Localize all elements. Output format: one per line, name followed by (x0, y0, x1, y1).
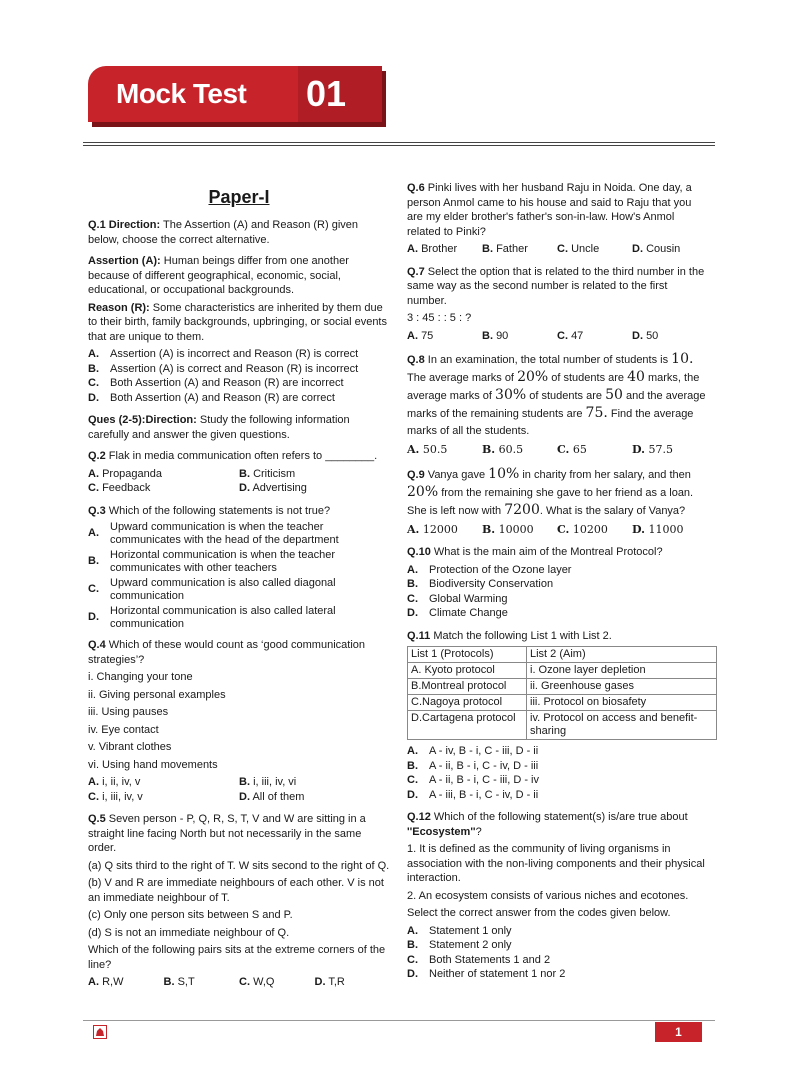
option[interactable]: D. All of them (239, 790, 305, 803)
option[interactable]: A. A - iv, B - i, C - iii, D - ii (407, 745, 539, 757)
option[interactable]: B. 90 (482, 329, 509, 342)
option[interactable]: D. Advertising (239, 482, 307, 494)
q4-item: vi. Using hand movements (88, 758, 218, 771)
banner-title: Mock Test (116, 78, 247, 109)
option[interactable]: D. A - iii, B - i, C - iv, D - ii (407, 788, 539, 801)
option[interactable]: C. Both Assertion (A) and Reason (R) are incorrect (88, 377, 344, 389)
q4-item: v. Vibrant clothes (88, 741, 172, 753)
option[interactable]: B. i, iii, iv, vi (239, 776, 297, 788)
q6-options (407, 242, 707, 257)
q5-item: (b) V and R are immediate neighbours of each other. V is not an immediate neighbour of T. (88, 877, 384, 904)
q10: Q.10 What is the main aim of the Montreal Protocol? (407, 546, 663, 558)
header-rule (83, 142, 715, 146)
q5-question: Which of the following pairs sits at the extreme corners of the line? (88, 944, 386, 971)
option[interactable]: A. R,W (88, 976, 124, 988)
option[interactable]: B. Criticism (239, 467, 296, 480)
q4-item: iv. Eye contact (88, 723, 159, 736)
option[interactable]: D. 57.5 (632, 443, 673, 456)
option[interactable]: D. Horizontal communication is also called lateral communication (88, 605, 336, 630)
option[interactable]: B. Biodiversity Conservation (407, 578, 554, 590)
option[interactable]: B. 10000 (482, 522, 534, 536)
q12-item: Select the correct answer from the codes given below. (407, 907, 671, 919)
option[interactable]: C. A - ii, B - i, C - iii, D - iv (407, 774, 539, 786)
q11: Q.11 Match the following List 1 with List 2. (407, 629, 612, 642)
option[interactable]: D. Both Assertion (A) and Reason (R) are correct (88, 391, 335, 404)
option[interactable]: D. 50 (632, 329, 659, 342)
option[interactable]: A. Brother (407, 243, 458, 255)
q7-series: 3 : 45 : : 5 : ? (407, 312, 472, 324)
q1-options (88, 347, 390, 405)
option[interactable]: A. 12000 (407, 522, 458, 536)
option[interactable]: A. i, ii, iv, v (88, 776, 141, 788)
option[interactable]: C. i, iii, iv, v (88, 790, 143, 803)
q1-reason: Reason (R): Some characteristics are inherited by them due to their birth, family backgrounds, upbringing, or social events that are unique to them. (88, 301, 387, 343)
option[interactable]: C. Global Warming (407, 592, 508, 605)
q2-options (88, 467, 390, 496)
q4-item: i. Changing your tone (88, 671, 193, 683)
option[interactable]: C. Feedback (88, 482, 151, 494)
table-row: B.Montreal protocol ii. Greenhouse gases (408, 679, 717, 695)
publisher-logo-icon (93, 1025, 107, 1039)
q5-item: (c) Only one person sits between S and P. (88, 909, 293, 921)
mock-test-banner (88, 66, 386, 130)
left-column (88, 186, 390, 998)
q8: Q.8 In an examination, the total number of students is 10. The average marks of 20% of students are 40 marks, the average marks of 30% of students are 50 and the average marks of the remaining students are 75. Find the average marks of all the students. (407, 351, 706, 437)
q9: Q.9 Vanya gave 10% in charity from her salary, and then 20% from the remaining she gave to her friend as a loan. She is left now with 7200. What is the salary of Vanya? (407, 465, 694, 518)
option[interactable]: B. Statement 2 only (407, 939, 512, 951)
option[interactable]: B. Assertion (A) is correct and Reason (R) is incorrect (88, 362, 359, 375)
q12-item: 1. It is defined as the community of living organisms in association with the non-living components and their physical interaction. (407, 843, 705, 884)
option[interactable]: A. 75 (407, 329, 434, 342)
option[interactable]: C. W,Q (239, 976, 275, 988)
q7: Q.7 Select the option that is related to the third number in the same way as the second number is related to the first number. (407, 265, 705, 307)
option[interactable]: C. Both Statements 1 and 2 (407, 953, 551, 966)
q5-item: (d) S is not an immediate neighbour of Q. (88, 926, 290, 939)
option[interactable]: B. Horizontal communication is when the teacher communicates with other teachers (88, 549, 336, 574)
option[interactable]: A. 50.5 (407, 443, 448, 456)
option[interactable]: D. Neither of statement 1 nor 2 (407, 968, 566, 980)
q12-item: 2. An ecosystem consists of various niches and ecotones. (407, 889, 689, 902)
option[interactable]: C. 65 (557, 443, 587, 456)
option[interactable]: A. Upward communication is when the teacher communicates with the head of the department (88, 521, 339, 546)
table-row: A. Kyoto protocol i. Ozone layer depletion (408, 663, 717, 679)
q4-item: ii. Giving personal examples (88, 688, 226, 701)
option[interactable]: D. Climate Change (407, 607, 508, 619)
ques-2-5-direction: Ques (2-5):Direction: Study the following information carefully and answer the given questions. (88, 414, 350, 441)
q4-options (88, 775, 390, 804)
option[interactable]: A. Assertion (A) is incorrect and Reason (R) is correct (88, 348, 359, 360)
q6: Q.6 Pinki lives with her husband Raju in Noida. One day, a person Anmol came to his house and said to Raju that you are my elder brother's father's son-in-law. How's Anmol related to Pinki? (407, 182, 692, 238)
option[interactable]: B. 60.5 (482, 443, 524, 456)
option[interactable]: D. 11000 (632, 522, 684, 536)
option[interactable]: B. S,T (163, 976, 195, 988)
right-column (407, 181, 707, 990)
option[interactable]: C. 10200 (557, 522, 608, 536)
table-header-row: List 1 (Protocols) List 2 (Aim) (408, 647, 717, 663)
option[interactable]: B. A - ii, B - i, C - iv, D - iii (407, 759, 539, 772)
match-table (407, 646, 717, 740)
q9-options (407, 523, 707, 538)
q10-options (407, 563, 707, 621)
option[interactable]: A. Propaganda (88, 467, 163, 480)
q5: Q.5 Seven person - P, Q, R, S, T, V and W are sitting in a straight line facing North but not necessarily in the same order. (88, 813, 366, 854)
q8-options (407, 443, 707, 458)
q11-options (407, 744, 707, 802)
q5-item: (a) Q sits third to the right of T. W sits second to the right of Q. (88, 859, 390, 872)
q3-options (88, 521, 390, 630)
footer-rule (83, 1020, 715, 1021)
q4: Q.4 Which of these would count as ‘good communication strategies’? (88, 639, 365, 666)
option[interactable]: C. 47 (557, 329, 584, 342)
q2: Q.2 Flak in media communication often refers to ________. (88, 450, 378, 462)
option[interactable]: A. Protection of the Ozone layer (407, 563, 572, 576)
banner-number: 01 (306, 73, 347, 114)
option[interactable]: C. Upward communication is also called diagonal communication (88, 577, 336, 602)
page-number: 1 (655, 1022, 702, 1042)
option[interactable]: C. Uncle (557, 243, 600, 255)
q3: Q.3 Which of the following statements is not true? (88, 504, 331, 517)
q7-options (407, 329, 707, 344)
q4-item: iii. Using pauses (88, 706, 169, 718)
table-row: D.Cartagena protocol iv. Protocol on access and benefit-sharing (408, 711, 717, 740)
q12: Q.12 Which of the following statement(s) is/are true about ''Ecosystem''? (407, 811, 688, 838)
option[interactable]: D. Cousin (632, 243, 681, 255)
q12-options (407, 924, 707, 982)
option[interactable]: D. T,R (314, 976, 345, 988)
option[interactable]: B. Father (482, 243, 528, 255)
q1: Q.1 Direction: The Assertion (A) and Reason (R) given below, choose the correct alternative. (88, 219, 359, 246)
table-row: C.Nagoya protocol iii. Protocol on biosafety (408, 695, 717, 711)
q1-assertion: Assertion (A): Human beings differ from one another because of different geographical, economic, social, educational, or occupational backgrounds. (88, 255, 349, 296)
paper-title: Paper-I (208, 187, 270, 207)
option[interactable]: A. Statement 1 only (407, 924, 512, 937)
q5-options (88, 975, 390, 990)
